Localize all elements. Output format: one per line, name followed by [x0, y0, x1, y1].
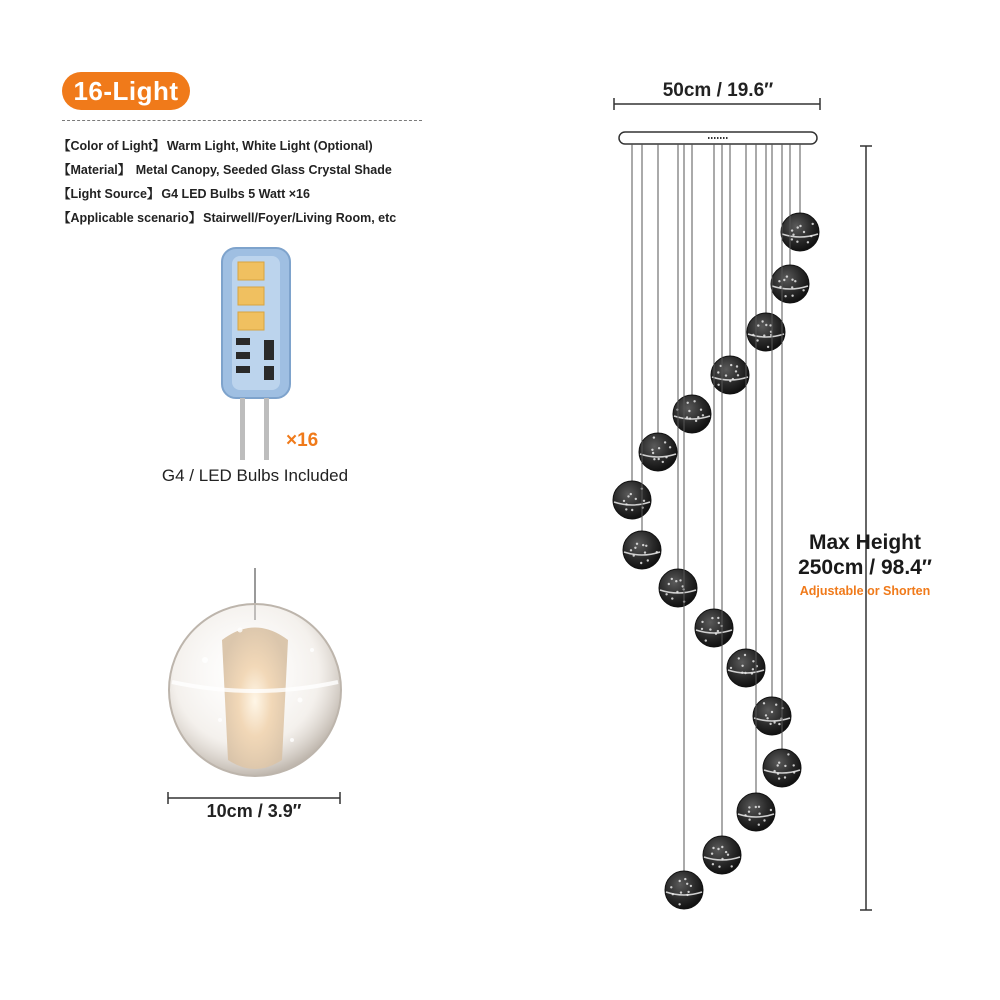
pendant-sparkle: [653, 458, 655, 460]
pendant-sparkle: [635, 498, 637, 500]
pendant-sparkle: [761, 320, 763, 322]
pendant-sparkle: [741, 665, 743, 667]
pendant-sparkle: [671, 578, 673, 580]
pendant-sparkle: [647, 559, 649, 561]
pendant-sparkle: [727, 854, 729, 856]
pendant-sparkle: [705, 639, 707, 641]
pendant-ball: [747, 313, 785, 351]
pendant-sparkle: [718, 622, 720, 624]
pendant-sparkle: [763, 819, 765, 821]
pendant-sparkle: [665, 456, 667, 458]
pendant-sparkle: [662, 461, 664, 463]
pendant-sparkle: [784, 295, 786, 297]
pendant-sparkle: [765, 324, 767, 326]
pendant-sparkle: [715, 633, 717, 635]
pendant-sparkle: [651, 449, 653, 451]
pendant-sparkle: [744, 672, 746, 674]
pendant-sparkle: [791, 286, 793, 288]
pendant-sparkle: [725, 374, 727, 376]
spec-value: Warm Light, White Light (Optional): [166, 139, 373, 153]
pendant-sparkle: [778, 777, 780, 779]
pendant-sparkle: [653, 436, 655, 438]
pendant-sparkle: [758, 813, 760, 815]
pendant-sparkle: [748, 819, 750, 821]
pendant-sparkle: [688, 410, 690, 412]
spec-value: G4 LED Bulbs 5 Watt ×16: [161, 187, 310, 201]
pendant-sparkle: [755, 806, 757, 808]
pendant-sparkle: [752, 668, 754, 670]
pendant-sparkle: [625, 503, 627, 505]
pendant-ball: [659, 569, 697, 607]
pendant-sparkle: [758, 824, 760, 826]
pendant-ball: [695, 609, 733, 647]
pendant-sparkle: [684, 878, 686, 880]
pendant-sparkle: [652, 452, 654, 454]
pendant-sparkle: [642, 544, 644, 546]
pendant-sparkle: [810, 235, 812, 237]
pendant-sparkle: [717, 384, 719, 386]
pendant-sparkle: [686, 894, 688, 896]
pendant-sparkle: [732, 378, 734, 380]
pendant-sparkle: [803, 231, 805, 233]
pendant-sparkle: [680, 891, 682, 893]
pendant-sparkle: [712, 847, 714, 849]
pendant-ball: [711, 356, 749, 394]
pendant-sparkle: [796, 241, 798, 243]
pendant-ball: [753, 697, 791, 735]
pendant-ball: [703, 836, 741, 874]
pendant-sparkle: [779, 286, 781, 288]
pendant-sparkle: [623, 500, 625, 502]
glass-ball-pendant-icon: [169, 568, 341, 776]
pendant-sparkle: [802, 289, 804, 291]
pendant-sparkle: [669, 446, 671, 448]
pendant-sparkle: [737, 374, 739, 376]
pendant-sparkle: [625, 508, 627, 510]
pendant-sparkle: [645, 545, 647, 547]
pendant-sparkle: [770, 809, 772, 811]
chandelier-pendants: [613, 144, 819, 909]
pendant-sparkle: [687, 402, 689, 404]
pendant-ball: [781, 213, 819, 251]
pendant-sparkle: [763, 702, 765, 704]
pendant-sparkle: [640, 562, 642, 564]
pendant-sparkle: [679, 880, 681, 882]
pendant-sparkle: [695, 420, 697, 422]
pendant-sparkle: [757, 324, 759, 326]
pendant-sparkle: [686, 416, 688, 418]
pendant-ball: [737, 793, 775, 831]
pendant-sparkle: [784, 765, 786, 767]
pendant-sparkle: [771, 711, 773, 713]
pendant-sparkle: [791, 279, 793, 281]
pendant-sparkle: [752, 660, 754, 662]
pendant-sparkle: [630, 549, 632, 551]
pendant-ball: [613, 481, 651, 519]
pendant-sparkle: [693, 400, 695, 402]
pendant-sparkle: [690, 885, 692, 887]
pendant-sparkle: [675, 580, 677, 582]
pendant-sparkle: [670, 886, 672, 888]
pendant-sparkle: [752, 334, 754, 336]
pendant-sparkle: [709, 628, 711, 630]
pendant-sparkle: [676, 591, 678, 593]
pendant-sparkle: [702, 414, 704, 416]
pendant-sparkle: [756, 339, 758, 341]
pendant-sparkle: [736, 365, 738, 367]
chandelier-canopy: [619, 132, 817, 144]
pendant-sparkle: [773, 721, 775, 723]
pendant-sparkle: [717, 371, 719, 373]
pendant-sparkle: [765, 714, 767, 716]
pendant-sparkle: [748, 806, 750, 808]
pendant-ball: [763, 749, 801, 787]
pendant-sparkle: [658, 458, 660, 460]
pendant-sparkle: [718, 866, 720, 868]
pendant-sparkle: [791, 229, 793, 231]
pendant-sparkle: [689, 417, 691, 419]
pendant-sparkle: [763, 334, 765, 336]
pendant-sparkle: [797, 226, 799, 228]
pendant-sparkle: [668, 583, 670, 585]
pendant-sparkle: [721, 858, 723, 860]
pendant-sparkle: [773, 770, 775, 772]
pendant-sparkle: [778, 280, 780, 282]
pendant-sparkle: [701, 628, 703, 630]
pendant-sparkle: [799, 225, 801, 227]
spec-key: 【Color of Light】: [58, 139, 165, 153]
adjustable-note: Adjustable or Shorten: [799, 584, 931, 598]
pendant-sparkle: [777, 773, 779, 775]
pendant-sparkle: [793, 764, 795, 766]
pendant-sparkle: [793, 771, 795, 773]
pendant-sparkle: [664, 441, 666, 443]
bulb-caption: G4 / LED Bulbs Included: [161, 466, 349, 485]
pendant-sparkle: [758, 806, 760, 808]
pendant-sparkle: [717, 848, 719, 850]
spec-key: 【Light Source】: [58, 187, 160, 201]
pendant-sparkle: [783, 279, 785, 281]
pendant-ball: [665, 871, 703, 909]
pendant-sparkle: [630, 493, 632, 495]
g4-led-bulb-icon: [222, 248, 290, 460]
spec-key: 【Applicable scenario】: [58, 211, 202, 225]
pendant-sparkle: [721, 846, 723, 848]
pendant-sparkle: [731, 865, 733, 867]
pendant-sparkle: [778, 762, 780, 764]
pendant-sparkle: [738, 657, 740, 659]
pendant-sparkle: [791, 238, 793, 240]
pendant-sparkle: [792, 234, 794, 236]
pendant-sparkle: [794, 280, 796, 282]
pendant-ball: [771, 265, 809, 303]
pendant-sparkle: [643, 500, 645, 502]
pendant-sparkle: [633, 554, 635, 556]
pendant-sparkle: [697, 416, 699, 418]
spec-key: 【Material】: [58, 163, 131, 177]
pendant-sparkle: [631, 509, 633, 511]
pendant-sparkle: [787, 753, 789, 755]
pendant-sparkle: [778, 723, 780, 725]
pendant-sparkle: [791, 295, 793, 297]
pendant-sparkle: [744, 654, 746, 656]
pendant-sparkle: [769, 723, 771, 725]
pendant-sparkle: [711, 617, 713, 619]
pendant-sparkle: [751, 672, 753, 674]
chandelier-width-label: 50cm / 19.6″: [662, 80, 774, 101]
pendant-sparkle: [672, 893, 674, 895]
pendant-sparkle: [658, 447, 660, 449]
chandelier-height-dimension: [860, 146, 872, 910]
bulb-count-label: ×16: [286, 430, 319, 451]
max-height-label: [790, 530, 940, 580]
pendant-sparkle: [725, 851, 727, 853]
pendant-sparkle: [636, 543, 638, 545]
pendant-sparkle: [627, 495, 629, 497]
pendant-sparkle: [812, 223, 814, 225]
pendant-sparkle: [767, 346, 769, 348]
pendant-sparkle: [741, 672, 743, 674]
pendant-sparkle: [807, 241, 809, 243]
pendant-sparkle: [777, 764, 779, 766]
pendant-sparkle: [644, 551, 646, 553]
pendant-sparkle: [717, 630, 719, 632]
pendant-sparkle: [656, 551, 658, 553]
pendant-sparkle: [730, 364, 732, 366]
pendant-sparkle: [775, 704, 777, 706]
pendant-sparkle: [730, 667, 732, 669]
pendant-sparkle: [701, 621, 703, 623]
pendant-sparkle: [679, 579, 681, 581]
light-count-badge: 16-Light: [62, 72, 190, 110]
max-height-value: 250cm / 98.4″: [798, 556, 932, 579]
pendant-sparkle: [711, 853, 713, 855]
pendant-sparkle: [769, 324, 771, 326]
spec-value: Metal Canopy, Seeded Glass Crystal Shade: [132, 163, 392, 177]
pendant-sparkle: [717, 617, 719, 619]
pendant-sparkle: [786, 275, 788, 277]
pendant-sparkle: [729, 380, 731, 382]
pendant-sparkle: [700, 409, 702, 411]
pendant-ball: [639, 433, 677, 471]
pendant-sparkle: [784, 776, 786, 778]
pendant-sparkle: [665, 593, 667, 595]
ball-diameter-label: 10cm / 3.9″: [206, 801, 302, 821]
pendant-sparkle: [766, 717, 768, 719]
pendant-sparkle: [678, 903, 680, 905]
pendant-sparkle: [671, 597, 673, 599]
pendant-sparkle: [634, 547, 636, 549]
pendant-ball: [673, 395, 711, 433]
pendant-sparkle: [686, 883, 688, 885]
pendant-sparkle: [735, 370, 737, 372]
pendant-sparkle: [744, 814, 746, 816]
pendant-sparkle: [712, 863, 714, 865]
pendant-sparkle: [748, 811, 750, 813]
max-height-title: Max Height: [808, 531, 921, 554]
spec-value: Stairwell/Foyer/Living Room, etc: [203, 211, 397, 225]
pendant-sparkle: [687, 891, 689, 893]
